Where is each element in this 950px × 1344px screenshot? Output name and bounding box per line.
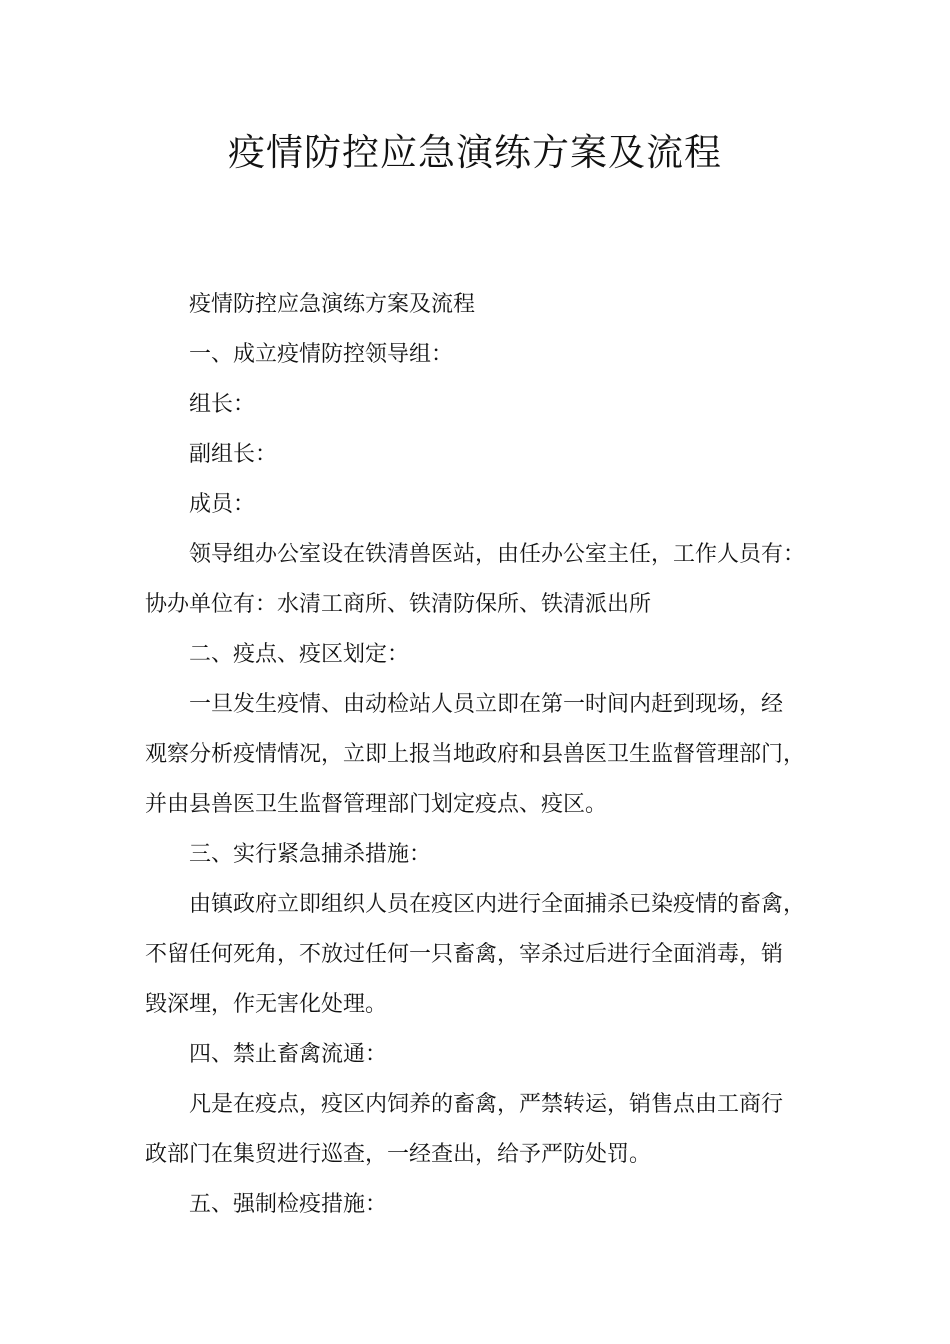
paragraph-office-cont: 协办单位有：水清工商所、铁清防保所、铁清派出所 [145, 592, 652, 617]
paragraph-zoning-line-1: 一旦发生疫情、由动检站人员立即在第一时间内赶到现场，经 [189, 692, 784, 717]
paragraph-circulation-line-2: 政部门在集贸进行巡查，一经查出，给予严防处罚。 [145, 1142, 652, 1167]
section-heading-4: 四、禁止畜禽流通： [189, 1042, 388, 1067]
section-heading-5: 五、强制检疫措施： [189, 1192, 388, 1217]
paragraph-members: 成员： [189, 492, 256, 517]
paragraph-circulation-line-1: 凡是在疫点，疫区内饲养的畜禽，严禁转运，销售点由工商行 [189, 1092, 784, 1117]
paragraph-culling-line-2: 不留任何死角，不放过任何一只畜禽，宰杀过后进行全面消毒，销 [145, 942, 784, 967]
document-body [145, 280, 821, 1230]
section-heading-1: 一、成立疫情防控领导组： [189, 342, 454, 367]
paragraph-leader: 组长： [189, 392, 256, 417]
section-heading-2: 二、疫点、疫区划定： [189, 642, 410, 667]
paragraph-culling-line-1: 由镇政府立即组织人员在疫区内进行全面捕杀已染疫情的畜禽， [189, 892, 806, 917]
paragraph-zoning-line-3: 并由县兽医卫生监督管理部门划定疫点、疫区。 [145, 792, 608, 817]
paragraph-office: 领导组办公室设在铁清兽医站，由任办公室主任，工作人员有： [189, 542, 806, 567]
paragraph-deputy-leader: 副组长： [189, 442, 278, 467]
paragraph-zoning-line-2: 观察分析疫情情况，立即上报当地政府和县兽医卫生监督管理部门， [145, 742, 806, 767]
paragraph-culling-line-3: 毁深埋，作无害化处理。 [145, 992, 388, 1017]
document-title: 疫情防控应急演练方案及流程 [228, 131, 722, 174]
paragraph-heading: 疫情防控应急演练方案及流程 [189, 292, 476, 317]
section-heading-3: 三、实行紧急捕杀措施： [189, 842, 432, 867]
